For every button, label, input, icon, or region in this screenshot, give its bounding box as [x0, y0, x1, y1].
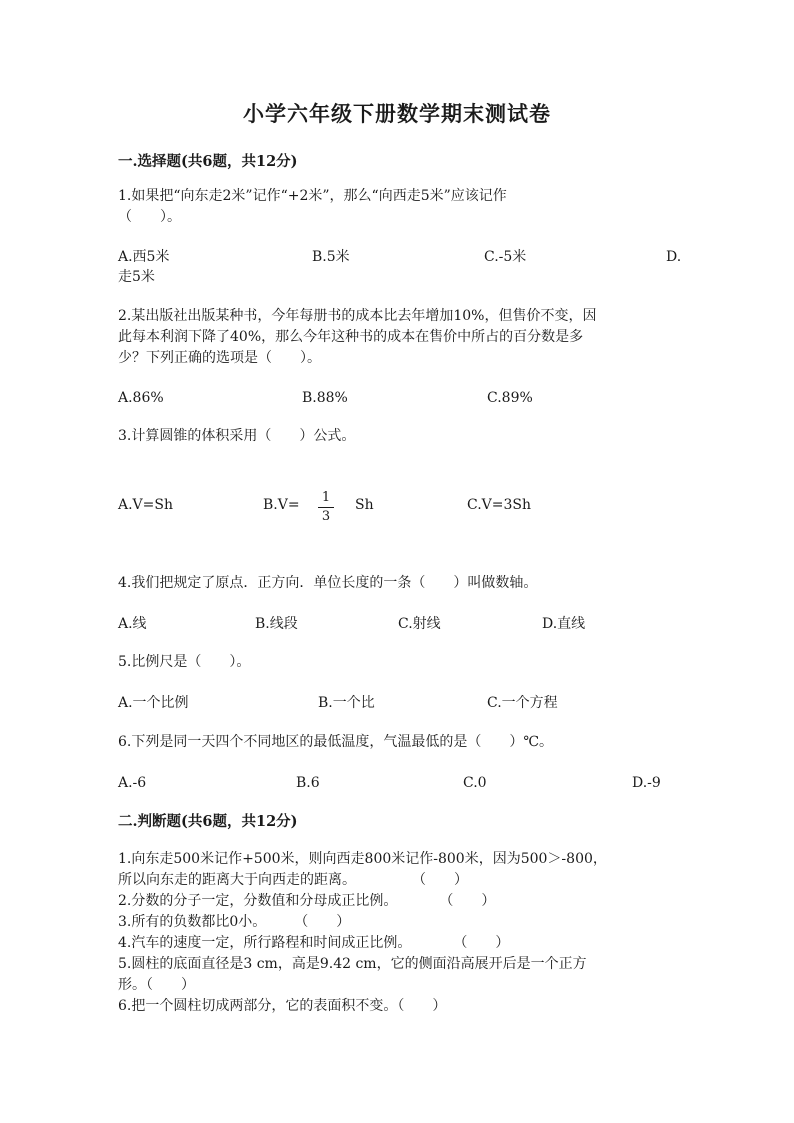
question-6: [118, 732, 688, 753]
judgment-line: 4.汽车的速度一定，所行路程和时间成正比例。 （ ）: [118, 935, 510, 951]
q1-option-a: A.西5米: [118, 249, 170, 265]
q4-option-b: B.线段: [255, 616, 298, 632]
fraction-bar: [318, 507, 334, 508]
question-6-line-1: 6.下列是同一天四个不同地区的最低温度，气温最低的是（ ）℃。: [118, 734, 554, 750]
q3-fraction-one-third: [318, 490, 334, 525]
question-3: [118, 426, 688, 447]
fraction-denominator: 3: [321, 509, 331, 524]
question-2-line-2: 此每本利润下降了40%，那么今年这种书的成本在售价中所占的百分数是多: [118, 329, 584, 345]
question-3-line-1: 3.计算圆锥的体积采用（ ）公式。: [118, 428, 356, 444]
question-2: [118, 306, 688, 369]
q2-option-c: C.89%: [487, 390, 533, 406]
q1-option-d: D.: [666, 249, 682, 265]
q5-option-b: B.一个比: [318, 695, 375, 711]
judgment-line: 1.向东走500米记作+500米，则向西走800米记作-800米，因为500＞-800，: [118, 851, 607, 867]
fraction-numerator: 1: [321, 490, 331, 505]
section-heading-choice: 一.选择题(共6题，共12分): [118, 153, 298, 170]
q4-option-d: D.直线: [542, 616, 586, 632]
question-1-line-2: （ ）。: [118, 209, 181, 225]
q5-option-a: A.一个比例: [118, 695, 189, 711]
q6-option-b: B.6: [296, 775, 320, 791]
judgment-line: 5.圆柱的底面直径是3 cm，高是9.42 cm，它的侧面沿高展开后是一个正方: [118, 956, 587, 972]
judgment-line: 所以向东走的距离大于向西走的距离。 （ ）: [118, 872, 468, 888]
q3-option-b-prefix: B.V=: [263, 497, 300, 513]
q1-option-d-text: 走5米: [118, 269, 155, 285]
page-title: 小学六年级下册数学期末测试卷: [243, 101, 551, 126]
question-5-line-1: 5.比例尺是（ ）。: [118, 654, 251, 670]
q5-option-c: C.一个方程: [487, 695, 558, 711]
q6-option-a: A.-6: [118, 775, 147, 791]
q2-option-a: A.86%: [118, 390, 164, 406]
question-5: [118, 652, 688, 673]
section-heading-judgment: 二.判断题(共6题，共12分): [118, 813, 298, 830]
q1-option-b: B.5米: [312, 249, 350, 265]
question-1: [118, 186, 688, 228]
q4-option-c: C.射线: [398, 616, 441, 632]
question-4-line-1: 4.我们把规定了原点．正方向．单位长度的一条（ ）叫做数轴。: [118, 575, 538, 591]
judgment-line: 形。（ ）: [118, 977, 195, 993]
q3-option-c: C.V=3Sh: [467, 497, 532, 513]
q1-option-c: C.-5米: [484, 249, 527, 265]
question-2-line-3: 少？下列正确的选项是（ ）。: [118, 350, 321, 366]
question-1-line-1: 1.如果把“向东走2米”记作“+2米”，那么“向西走5米”应该记作: [118, 188, 507, 204]
q2-option-b: B.88%: [302, 390, 348, 406]
question-4: [118, 573, 688, 594]
q3-option-a: A.V=Sh: [118, 497, 174, 513]
judgment-line: 6.把一个圆柱切成两部分，它的表面积不变。（ ）: [118, 998, 447, 1014]
judgment-line: 3.所有的负数都比0小。 （ ）: [118, 914, 351, 930]
q3-option-b-suffix: Sh: [355, 497, 374, 513]
q4-option-a: A.线: [118, 616, 147, 632]
q6-option-c: C.0: [463, 775, 487, 791]
question-2-line-1: 2.某出版社出版某种书，今年每册书的成本比去年增加10%，但售价不变，因: [118, 308, 597, 324]
judgment-line: 2.分数的分子一定，分数值和分母成正比例。 （ ）: [118, 893, 496, 909]
q6-option-d: D.-9: [632, 775, 661, 791]
